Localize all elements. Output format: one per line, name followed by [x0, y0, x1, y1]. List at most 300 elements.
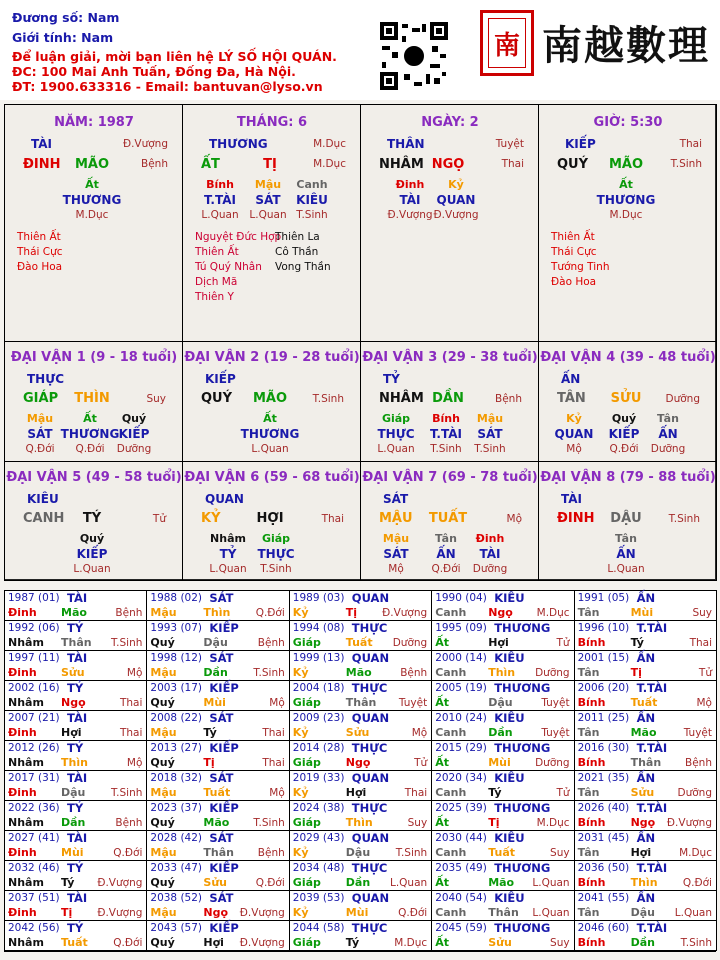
year-god: TÀI — [67, 771, 88, 785]
year-branch: Ngọ — [203, 906, 229, 919]
hidden-stage: Đ.Vượng — [387, 209, 433, 221]
year-god: KIẾP — [209, 741, 239, 755]
hidden-stem: Mậu — [382, 532, 410, 545]
hidden-stage: L.Quan — [209, 563, 247, 575]
year-cell — [146, 800, 289, 831]
year-stage: Tử — [414, 757, 428, 769]
dai-van-title: ĐẠI VẬN 3 (29 - 38 tuổi) — [362, 350, 538, 365]
dai-van-stage: T.Sinh — [668, 513, 700, 525]
hidden-stage: L.Quan — [201, 209, 239, 221]
year-stage: T.Sinh — [253, 817, 285, 829]
year-cell — [574, 830, 717, 861]
pillar-top-god: TÀI — [31, 137, 53, 151]
year-label: 1987 (01) — [8, 592, 60, 604]
dai-van-stage: Dưỡng — [665, 393, 700, 405]
year-cell — [289, 650, 432, 681]
year-branch: Tuất — [61, 936, 88, 949]
hidden-god: KIÊU — [296, 193, 328, 207]
year-stem: Kỷ — [292, 786, 309, 799]
hidden-stem: Ất — [85, 178, 99, 191]
year-label: 2013 (27) — [150, 742, 203, 754]
year-god: KIÊU — [494, 591, 525, 605]
year-branch: Tuất — [488, 846, 515, 859]
year-cell — [574, 680, 717, 711]
year-stage: Tuyệt — [541, 727, 570, 739]
year-stem: Nhâm — [8, 636, 44, 649]
hidden-god: QUAN — [436, 193, 476, 207]
hidden-stage: Q.Đới — [609, 443, 639, 455]
dai-van-title: ĐẠI VẬN 4 (39 - 48 tuổi) — [540, 350, 716, 365]
year-branch: Tý — [345, 936, 360, 949]
year-god: KIÊU — [494, 831, 525, 845]
year-stem: Canh — [435, 786, 467, 799]
year-cell — [289, 920, 432, 951]
year-branch: Mão — [630, 726, 657, 739]
year-stem: Bính — [577, 816, 606, 829]
hidden-stage: L.Quan — [607, 563, 645, 575]
year-cell — [289, 740, 432, 771]
year-stem: Bính — [577, 876, 606, 889]
star-item: Thiên Ất — [551, 231, 595, 243]
year-stage: Q.Đới — [398, 907, 428, 919]
star-item-2: Vong Thần — [275, 261, 331, 273]
pillars-grid — [4, 104, 716, 580]
year-stage: Thai — [262, 727, 285, 739]
year-label: 2012 (26) — [8, 742, 60, 754]
year-stem: Quý — [150, 756, 175, 769]
year-label: 2033 (47) — [150, 862, 203, 874]
year-god: T.TÀI — [636, 741, 668, 755]
year-stage: Q.Đới — [682, 877, 712, 889]
year-branch: Dần — [61, 816, 86, 829]
year-branch: Thân — [630, 756, 662, 769]
year-stage: Thai — [119, 727, 143, 739]
year-branch: Hợi — [345, 786, 367, 799]
year-god: T.TÀI — [636, 861, 668, 875]
year-label: 2003 (17) — [150, 682, 203, 694]
year-cell — [431, 590, 574, 621]
year-cell — [146, 740, 289, 771]
year-god: T.TÀI — [636, 621, 668, 635]
year-stem: Canh — [435, 666, 467, 679]
year-label: 2029 (43) — [292, 832, 345, 844]
hidden-stem: Mậu — [254, 178, 282, 191]
dai-van-stem: GIÁP — [23, 391, 59, 406]
year-cell — [574, 800, 717, 831]
hidden-stem: Giáp — [261, 532, 291, 545]
hidden-stage: Dưỡng — [472, 563, 508, 575]
year-label: 2010 (24) — [435, 712, 487, 724]
year-cell — [574, 770, 717, 801]
year-label: 2043 (57) — [150, 922, 203, 934]
star-item: Thái Cực — [17, 246, 63, 258]
year-god: TÀI — [67, 891, 88, 905]
star-item-2: Thiên La — [275, 231, 320, 243]
year-stem: Giáp — [292, 876, 321, 889]
year-stem: Canh — [435, 726, 467, 739]
dai-van-stem: KỶ — [201, 511, 221, 526]
year-stage: Thai — [689, 637, 712, 649]
year-god: T.TÀI — [636, 681, 668, 695]
year-cell — [146, 620, 289, 651]
year-branch: Tị — [488, 816, 500, 829]
dai-van-branch: THÌN — [74, 391, 110, 406]
year-label: 2026 (40) — [577, 802, 630, 814]
year-stage: T.Sinh — [253, 667, 285, 679]
hidden-stage: T.Sinh — [430, 443, 462, 455]
year-stage: Mộ — [411, 727, 428, 739]
pillar-top-right: Thai — [679, 138, 702, 150]
year-branch: Thìn — [203, 606, 231, 619]
pillar-title: NĂM: 1987 — [54, 115, 134, 130]
hidden-stem: Giáp — [381, 412, 411, 425]
pillar-stage: M.Dục — [313, 158, 346, 170]
year-label: 2011 (25) — [577, 712, 630, 724]
year-cell — [4, 770, 147, 801]
hidden-stem: Bính — [432, 412, 460, 425]
year-god: THƯƠNG — [494, 861, 551, 875]
year-cell — [146, 830, 289, 861]
year-branch: Hợi — [61, 726, 82, 739]
year-branch: Sửu — [61, 666, 85, 679]
year-branch: Dậu — [488, 696, 513, 709]
year-stem: Canh — [435, 906, 467, 919]
star-item: Tướng Tinh — [551, 261, 610, 273]
hidden-god: T.TÀI — [204, 193, 236, 207]
year-label: 2036 (50) — [577, 862, 630, 874]
year-branch: Sửu — [345, 726, 370, 739]
year-stage: Tử — [556, 787, 570, 799]
year-label: 2042 (56) — [8, 922, 60, 934]
year-branch: Tuất — [630, 696, 658, 709]
year-label: 1999 (13) — [292, 652, 345, 664]
hidden-stem: Kỷ — [566, 412, 582, 425]
star-item: Đào Hoa — [17, 261, 63, 273]
year-label: 2021 (35) — [577, 772, 630, 784]
hidden-god: T.TÀI — [430, 427, 462, 441]
year-branch: Tý — [488, 786, 502, 799]
year-branch: Thìn — [345, 816, 373, 829]
dai-van-title: ĐẠI VẬN 5 (49 - 58 tuổi) — [6, 470, 182, 485]
year-branch: Thìn — [630, 876, 658, 889]
year-branch: Sửu — [203, 876, 227, 889]
year-cell — [574, 620, 717, 651]
year-stage: Thai — [404, 787, 428, 799]
year-cell — [289, 620, 432, 651]
contact-line-3[interactable]: ĐT: 1900.633316 - Email: bantuvan@lyso.vn — [12, 79, 323, 94]
year-label: 2022 (36) — [8, 802, 60, 814]
year-stage: Dưỡng — [535, 757, 570, 769]
pillar-cell — [360, 104, 539, 342]
year-god: TÀI — [67, 711, 88, 725]
year-stage: Bệnh — [257, 847, 285, 859]
year-cell — [146, 680, 289, 711]
year-cell — [574, 650, 717, 681]
dai-van-god: QUAN — [205, 492, 244, 506]
hidden-god: THỰC — [377, 427, 415, 441]
hidden-stage: T.Sinh — [474, 443, 506, 455]
hidden-stem: Tân — [615, 532, 637, 545]
year-label: 1997 (11) — [8, 652, 60, 664]
year-branch: Dần — [345, 876, 371, 889]
dai-van-stem: QUÝ — [201, 391, 233, 406]
year-god: KIẾP — [209, 861, 239, 875]
hidden-god: KIẾP — [608, 427, 640, 441]
year-cell — [574, 590, 717, 621]
dai-van-stage: Suy — [146, 393, 166, 405]
year-label: 1994 (08) — [292, 622, 345, 634]
year-cell — [146, 770, 289, 801]
year-god: THƯƠNG — [494, 801, 551, 815]
year-cell — [289, 890, 432, 921]
year-label: 2030 (44) — [435, 832, 487, 844]
header — [0, 0, 720, 100]
year-stem: Đinh — [8, 606, 37, 619]
hidden-god: TỶ — [219, 547, 237, 561]
hidden-stage: M.Dục — [75, 209, 109, 221]
year-branch: Thân — [61, 636, 92, 649]
year-stem: Mậu — [150, 846, 177, 859]
year-label: 2025 (39) — [435, 802, 487, 814]
hidden-stem: Tân — [657, 412, 679, 425]
year-stem: Quý — [150, 876, 175, 889]
year-label: 2015 (29) — [435, 742, 487, 754]
year-stem: Ất — [435, 816, 449, 829]
year-stage: Tuyệt — [683, 727, 712, 739]
year-god: THƯƠNG — [494, 681, 551, 695]
hidden-god: SÁT — [477, 427, 503, 441]
year-label: 1989 (03) — [292, 592, 345, 604]
dai-van-title: ĐẠI VẬN 2 (19 - 28 tuổi) — [184, 350, 360, 365]
year-stage: Suy — [550, 847, 570, 859]
year-stem: Kỷ — [292, 846, 309, 859]
year-stem: Tân — [577, 786, 600, 799]
star-item: Đào Hoa — [551, 276, 597, 288]
year-stage: T.Sinh — [680, 937, 712, 949]
dai-van-stage: Bệnh — [495, 393, 522, 405]
year-branch: Hợi — [630, 846, 652, 859]
year-stage: Bệnh — [257, 637, 285, 649]
dai-van-branch: DẬU — [610, 511, 642, 526]
dai-van-title: ĐẠI VẬN 6 (59 - 68 tuổi) — [184, 470, 360, 485]
year-stem: Bính — [577, 696, 606, 709]
hidden-stage: Dưỡng — [650, 443, 686, 455]
contact-line-2: ĐC: 100 Mai Anh Tuấn, Đống Đa, Hà Nội. — [12, 64, 296, 79]
year-cell — [431, 800, 574, 831]
year-stem: Giáp — [292, 756, 321, 769]
year-branch: Tý — [203, 726, 217, 739]
year-stage: Mộ — [696, 697, 712, 709]
year-stage: Suy — [407, 817, 428, 829]
year-stem: Ất — [435, 696, 449, 709]
year-god: KIẾP — [209, 621, 239, 635]
year-stage: Suy — [692, 607, 712, 619]
year-stem: Quý — [150, 936, 175, 949]
hidden-god: TÀI — [479, 547, 501, 561]
dai-van-god: TÀI — [561, 492, 583, 506]
dai-van-god: TỶ — [383, 372, 400, 386]
year-cell — [431, 860, 574, 891]
year-label: 2002 (16) — [8, 682, 60, 694]
year-label: 2023 (37) — [150, 802, 203, 814]
qr-code-icon[interactable] — [380, 22, 448, 90]
year-branch: Mão — [61, 606, 87, 619]
pillar-stage: T.Sinh — [670, 158, 702, 170]
year-cell — [431, 710, 574, 741]
year-stem: Đinh — [8, 906, 37, 919]
year-stage: Đ.Vượng — [382, 607, 428, 619]
year-stem: Kỷ — [292, 666, 309, 679]
year-branch: Hợi — [203, 936, 224, 949]
pillar-stem: QUÝ — [557, 157, 589, 172]
pillar-stage: Bệnh — [141, 158, 168, 170]
year-branch: Hợi — [488, 636, 509, 649]
year-branch: Tị — [203, 756, 215, 769]
star-item: Thiên Y — [195, 291, 234, 303]
year-god: THỰC — [351, 621, 388, 635]
year-stem: Giáp — [292, 696, 321, 709]
year-stage: Tử — [698, 667, 712, 679]
year-stage: Bệnh — [400, 667, 428, 679]
year-cell — [4, 620, 147, 651]
hidden-god: THƯƠNG — [62, 193, 122, 207]
year-cell — [4, 890, 147, 921]
dai-van-stage: Mộ — [506, 513, 522, 525]
dai-van-cell — [182, 461, 361, 581]
year-stage: Q.Đới — [255, 607, 285, 619]
year-god: THỰC — [351, 681, 388, 695]
year-stem: Mậu — [150, 666, 177, 679]
year-cell — [574, 740, 717, 771]
dai-van-god: ẤN — [561, 372, 581, 386]
year-branch: Dần — [203, 666, 228, 679]
year-god: TÀI — [67, 831, 88, 845]
year-stem: Canh — [435, 846, 467, 859]
dai-van-cell — [4, 341, 183, 462]
dai-van-god: SÁT — [383, 492, 409, 506]
year-stage: Tuyệt — [398, 697, 428, 709]
hidden-stem: Kỷ — [448, 178, 464, 191]
year-cell — [4, 860, 147, 891]
year-label: 2014 (28) — [292, 742, 345, 754]
year-god: SÁT — [209, 591, 234, 605]
dai-van-title: ĐẠI VẬN 7 (69 - 78 tuổi) — [362, 470, 538, 485]
dai-van-branch: HỢI — [256, 511, 284, 526]
year-branch: Mùi — [488, 756, 511, 769]
year-label: 2005 (19) — [435, 682, 487, 694]
year-label: 1996 (10) — [577, 622, 630, 634]
year-cell — [431, 830, 574, 861]
year-cell — [574, 710, 717, 741]
year-cell — [4, 800, 147, 831]
dai-van-stage: T.Sinh — [312, 393, 344, 405]
year-god: SÁT — [209, 771, 234, 785]
year-stem: Tân — [577, 606, 600, 619]
pillar-branch: MÃO — [74, 157, 110, 172]
pillar-top-right: Đ.Vượng — [122, 138, 168, 150]
year-god: T.TÀI — [636, 921, 668, 935]
year-god: QUAN — [351, 651, 390, 665]
dai-van-cell — [4, 461, 183, 581]
pillar-top-god: THƯƠNG — [209, 137, 268, 151]
year-branch: Sửu — [488, 936, 512, 949]
year-stem: Bính — [577, 636, 606, 649]
year-branch: Tị — [630, 666, 642, 679]
year-label: 2032 (46) — [8, 862, 60, 874]
hidden-god: ẤN — [658, 427, 678, 441]
year-label: 2009 (23) — [292, 712, 345, 724]
year-label: 2001 (15) — [577, 652, 630, 664]
year-god: ẤN — [636, 651, 656, 665]
dai-van-stage: Thai — [321, 513, 344, 525]
gioi-tinh: Giới tính: Nam — [12, 30, 114, 45]
year-stem: Kỷ — [292, 906, 309, 919]
year-cell — [289, 680, 432, 711]
hidden-stem: Ất — [83, 412, 97, 425]
year-god: QUAN — [351, 591, 390, 605]
year-god: KIẾP — [209, 921, 239, 935]
year-cell — [146, 650, 289, 681]
pillar-branch: NGỌ — [431, 157, 465, 172]
year-stage: Mộ — [126, 757, 143, 769]
hidden-stage: Mộ — [566, 443, 582, 455]
star-item-2: Cô Thần — [275, 246, 319, 258]
year-label: 2044 (58) — [292, 922, 345, 934]
year-god: THƯƠNG — [494, 621, 551, 635]
dai-van-title: ĐẠI VẬN 1 (9 - 18 tuổi) — [10, 350, 178, 365]
year-branch: Tị — [345, 606, 358, 619]
hidden-stage: T.Sinh — [260, 563, 292, 575]
year-god: TỶ — [67, 621, 84, 635]
hidden-god: THƯƠNG — [60, 427, 120, 441]
hidden-stage: Q.Đới — [431, 563, 461, 575]
hidden-stem: Quý — [79, 532, 105, 545]
pillar-branch: MÃO — [608, 157, 644, 172]
dai-van-cell — [360, 341, 539, 462]
year-stage: T.Sinh — [110, 637, 143, 649]
hidden-stem: Mậu — [476, 412, 504, 425]
dai-van-branch: TÝ — [82, 511, 102, 526]
year-stem: Quý — [150, 696, 175, 709]
year-branch: Tý — [630, 636, 644, 649]
year-label: 2018 (32) — [150, 772, 203, 784]
year-god: QUAN — [351, 891, 390, 905]
year-label: 2034 (48) — [292, 862, 345, 874]
pillar-stem: ẤT — [201, 157, 220, 172]
year-stem: Tân — [577, 726, 600, 739]
hidden-god: SÁT — [255, 193, 281, 207]
year-cell — [4, 590, 147, 621]
year-god: THỰC — [351, 921, 388, 935]
year-stem: Bính — [577, 756, 606, 769]
year-stage: Bệnh — [115, 607, 143, 619]
seal-text: 南 — [488, 18, 526, 68]
year-god: ẤN — [636, 711, 656, 725]
year-label: 2016 (30) — [577, 742, 630, 754]
year-label: 2017 (31) — [8, 772, 60, 784]
year-stem: Ất — [435, 876, 449, 889]
pillar-cell — [538, 104, 717, 342]
year-stage: Đ.Vượng — [239, 937, 285, 949]
year-branch: Dậu — [61, 786, 86, 799]
year-god: KIÊU — [494, 711, 525, 725]
year-stage: Đ.Vượng — [666, 817, 712, 829]
year-stem: Ất — [435, 636, 449, 649]
year-cell — [289, 860, 432, 891]
year-god: TỶ — [67, 681, 84, 695]
year-branch: Dần — [630, 936, 655, 949]
year-god: TỶ — [67, 741, 84, 755]
